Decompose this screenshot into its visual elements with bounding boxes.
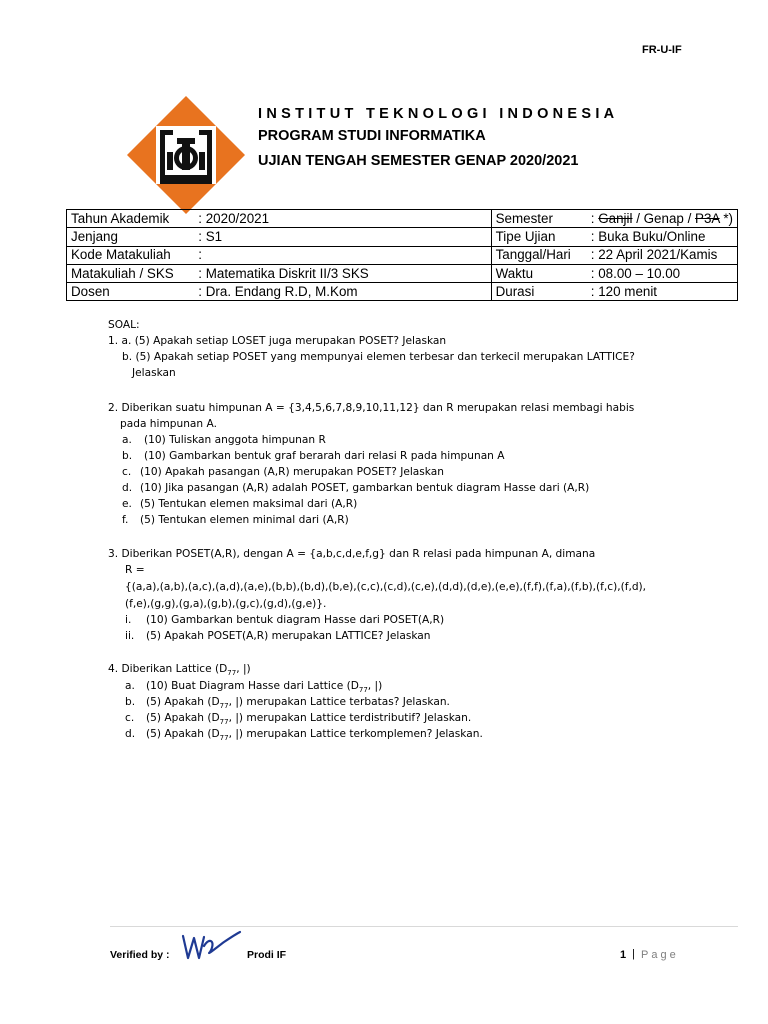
question-2-item-mark: f.: [122, 514, 129, 526]
footer-divider: [110, 926, 738, 927]
question-2-item: (10) Gambarkan bentuk graf berarah dari relasi R pada himpunan A: [144, 450, 505, 462]
item-text: (5) Apakah (D: [146, 696, 220, 708]
table-label: Matakuliah / SKS: [67, 264, 195, 282]
item-text-end: , |) merupakan Lattice terdistributif? Jelaskan.: [228, 712, 472, 724]
exam-info-table: [66, 209, 738, 301]
question-3-item: (10) Gambarkan bentuk diagram Hasse dari POSET(A,R): [146, 614, 445, 626]
table-row: [67, 283, 738, 301]
table-label: Tahun Akademik: [67, 210, 195, 228]
item-text-end: , |): [367, 680, 383, 692]
prodi-label: Prodi IF: [247, 949, 287, 961]
subscript: 77: [219, 702, 229, 711]
signature-mark: [180, 928, 242, 964]
question-4-item-mark: c.: [125, 712, 135, 724]
question-3: 3. Diberikan POSET(A,R), dengan A = {a,b,c,d,e,f,g} dan R relasi pada himpunan A, dimana: [108, 548, 596, 560]
table-row: [67, 264, 738, 282]
question-2: 2. Diberikan suatu himpunan A = {3,4,5,6,7,8,9,10,11,12} dan R merupakan relasi membagi habis: [108, 402, 635, 414]
subscript: 77: [358, 686, 368, 695]
question-2-item: (5) Tentukan elemen maksimal dari (A,R): [140, 498, 358, 510]
table-label: Jenjang: [67, 228, 195, 246]
question-1b-continued: Jelaskan: [132, 367, 176, 379]
semester-value: [587, 210, 738, 228]
question-4-text: 4. Diberikan Lattice (D: [108, 663, 228, 675]
question-2-item-mark: c.: [122, 466, 132, 478]
item-text-end: , |) merupakan Lattice terbatas? Jelaskan.: [228, 696, 450, 708]
question-2-item-mark: a.: [122, 434, 132, 446]
question-2-item-mark: e.: [122, 498, 132, 510]
verified-label: Verified by :: [110, 949, 170, 961]
item-text-end: , |) merupakan Lattice terkomplemen? Jelaskan.: [228, 728, 483, 740]
table-label: Semester: [491, 210, 587, 228]
table-value: : 08.00 – 10.00: [587, 264, 738, 282]
table-row: [67, 246, 738, 264]
table-label: Dosen: [67, 283, 195, 301]
table-value: : 2020/2021: [194, 210, 491, 228]
subscript: 77: [227, 669, 237, 678]
table-label: Durasi: [491, 283, 587, 301]
question-2-item-mark: d.: [122, 482, 133, 494]
table-value: : Buka Buku/Online: [587, 228, 738, 246]
item-text: (5) Apakah (D: [146, 728, 220, 740]
question-2-continued: pada himpunan A.: [120, 418, 217, 430]
item-text: (5) Apakah (D: [146, 712, 220, 724]
table-row: [67, 228, 738, 246]
question-3-relation-label: R =: [125, 564, 145, 576]
table-label: Tipe Ujian: [491, 228, 587, 246]
question-4-text-end: , |): [236, 663, 251, 675]
question-3-item-mark: ii.: [125, 630, 135, 642]
page-label: Page: [641, 949, 679, 961]
question-1b: b. (5) Apakah setiap POSET yang mempunyai elemen terbesar dan terkecil merupakan LATTICE?: [122, 351, 635, 363]
subscript: 77: [219, 718, 229, 727]
value-prefix: :: [590, 210, 599, 226]
exam-title: UJIAN TENGAH SEMESTER GENAP 2020/2021: [258, 153, 579, 169]
struck-option-ganjil: Ganjil: [598, 210, 633, 226]
question-3-relation-set: {(a,a),(a,b),(a,c),(a,d),(a,e),(b,b),(b,d),(b,e),(c,c),(c,d),(c,e),(d,d),(d,e),(e,e),(f,f),(f,a),(f,b),(f,c),(f,d),: [125, 581, 647, 593]
struck-option-p3a: P3A: [695, 210, 720, 226]
question-2-item: (5) Tentukan elemen minimal dari (A,R): [140, 514, 349, 526]
item-text: (10) Buat Diagram Hasse dari Lattice (D: [146, 680, 359, 692]
question-2-item: (10) Tuliskan anggota himpunan R: [144, 434, 326, 446]
institute-logo: [127, 96, 245, 214]
program-name: PROGRAM STUDI INFORMATIKA: [258, 128, 486, 144]
question-4-item-mark: d.: [125, 728, 136, 740]
table-value: : 22 April 2021/Kamis: [587, 246, 738, 264]
document-code: FR-U-IF: [642, 44, 682, 56]
table-row: [67, 210, 738, 228]
question-4-item: [146, 726, 483, 746]
question-4-item-mark: b.: [125, 696, 136, 708]
value-suffix: *): [719, 210, 733, 226]
subscript: 77: [219, 734, 229, 743]
table-label: Waktu: [491, 264, 587, 282]
table-label: Tanggal/Hari: [491, 246, 587, 264]
institution-name: INSTITUT TEKNOLOGI INDONESIA: [258, 106, 619, 122]
question-3-item-mark: i.: [125, 614, 132, 626]
question-2-item-mark: b.: [122, 450, 133, 462]
table-value: : Dra. Endang R.D, M.Kom: [194, 283, 491, 301]
table-value: : S1: [194, 228, 491, 246]
question-4-item-mark: a.: [125, 680, 135, 692]
question-2-item: (10) Jika pasangan (A,R) adalah POSET, gambarkan bentuk diagram Hasse dari (A,R): [140, 482, 590, 494]
questions-heading: SOAL:: [108, 319, 140, 331]
question-3-item: (5) Apakah POSET(A,R) merupakan LATTICE? Jelaskan: [146, 630, 431, 642]
table-label: Kode Matakuliah: [67, 246, 195, 264]
question-2-item: (10) Apakah pasangan (A,R) merupakan POSET? Jelaskan: [140, 466, 444, 478]
table-value: : Matematika Diskrit II/3 SKS: [194, 264, 491, 282]
question-3-relation-set-continued: (f,e),(g,g),(g,a),(g,b),(g,c),(g,d),(g,e)}.: [125, 598, 327, 610]
table-value: :: [194, 246, 491, 264]
table-value: : 120 menit: [587, 283, 738, 301]
question-1a: 1. a. (5) Apakah setiap LOSET juga merupakan POSET? Jelaskan: [108, 335, 447, 347]
value-mid: / Genap /: [632, 210, 696, 226]
page-separator: |: [632, 948, 635, 960]
page-number: 1: [620, 949, 627, 961]
